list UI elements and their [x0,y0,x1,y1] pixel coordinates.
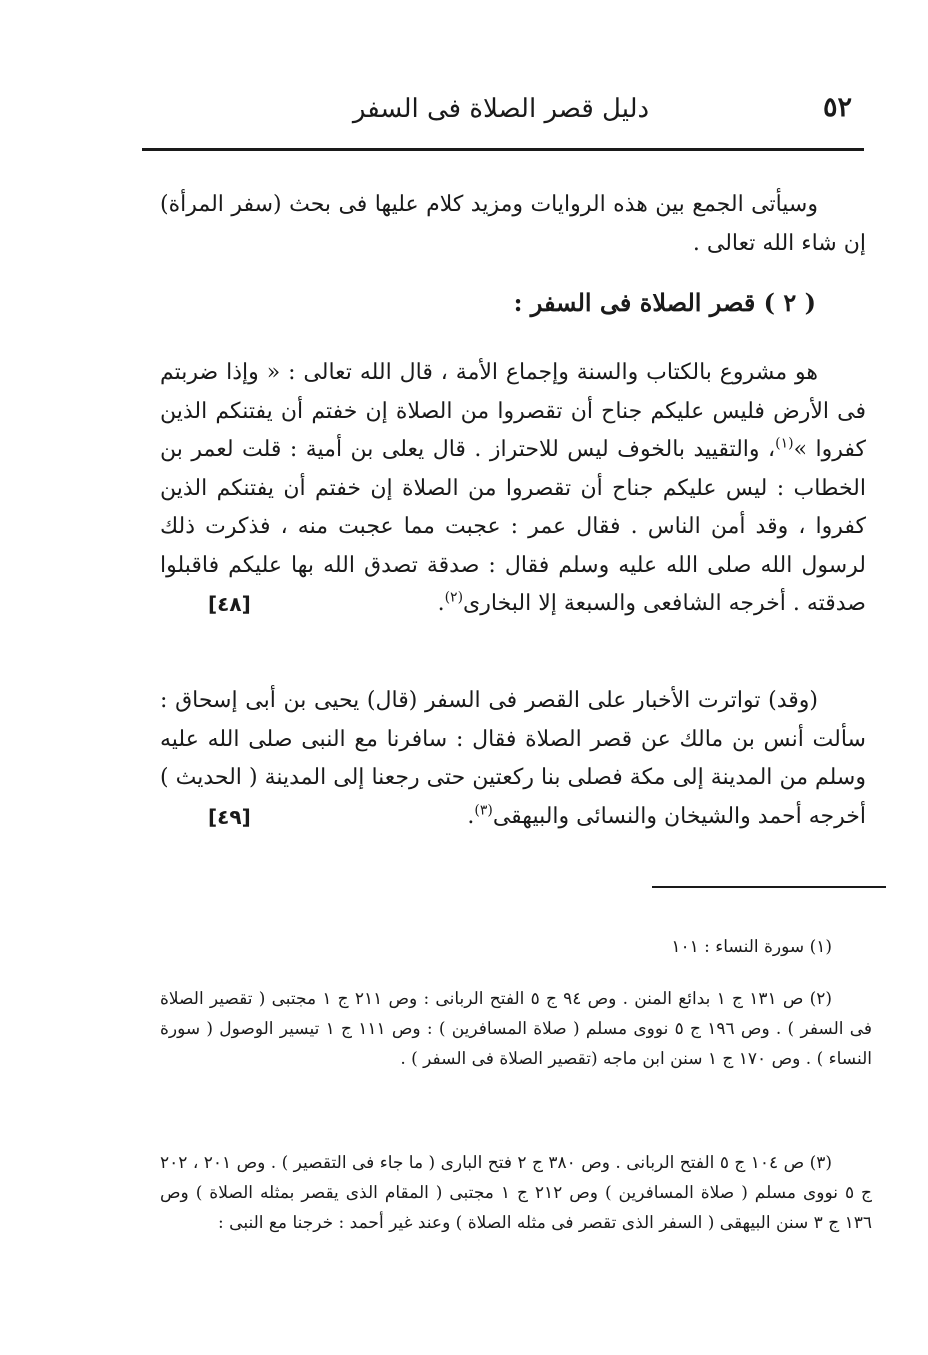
paragraph-3 [160,682,866,836]
paragraph-2-text-continued: ، والتقييد بالخوف ليس للاحتراز . قال يعلى بن أمية : قلت لعمر بن الخطاب : ليس عليكم جناح أن تقصروا من الصلاة إن خفتم أن يفتنكم الذين كفروا ، وقد أمن الناس . فقال عمر : عجبت مما عجبت منه ، فذكرت ذلك لرسول الله صلى الله عليه وسلم فقال : صدقة تصدق الله بها عليكم فاقبلوا صدقته . أخرجه الشافعى والسبعة إلا البخارى [160,437,866,616]
footnote-marker-3[interactable]: (٣) [474,802,493,819]
paragraph-2 [160,354,866,624]
hadith-reference-number: [٤٨] [208,592,251,616]
paragraph-3-text: (وقد) تواترت الأخبار على القصر فى السفر (قال) يحيى بن أبى إسحاق : سألت أنس بن مالك عن قصر الصلاة فقال : سافرنا مع النبى صلى الله عليه وسلم من المدينة إلى مكة فصلى بنا ركعتين حتى رجعنا إلى المدينة ( الحديث ) أخرجه أحمد والشيخان والنسائى والبيهقى [160,688,866,829]
header-divider [142,148,864,151]
page-number: ٥٢ [822,92,852,123]
paragraph-2-text: هو مشروع بالكتاب والسنة وإجماع الأمة ، قال الله تعالى : « وإذا ضربتم فى الأرض فليس عليكم جناح أن تقصروا من الصلاة إن خفتم أن يفتنكم الذين كفروا » [160,360,867,462]
hadith-reference-number: [٤٩] [208,804,251,829]
footnote-1: (١) سورة النساء : ١٠١ [671,937,832,957]
page-header [140,92,862,142]
section-heading: ( ٢ ) قصر الصلاة فى السفر : [513,288,816,317]
paragraph-1: وسيأتى الجمع بين هذه الروايات ومزيد كلام عليها فى بحث (سفر المرأة) إن شاء الله تعالى . [160,192,866,256]
running-title: دليل قصر الصلاة فى السفر [352,94,650,124]
footnote-marker-1[interactable]: (١) [775,435,794,452]
footnote-marker-2[interactable]: (٢) [444,589,464,606]
footnote-3: (٣) ص ١٠٤ ج ٥ الفتح الربانى . وص ٣٨٠ ج ٢ فتح البارى ( ما جاء فى التقصير ) . وص ٢٠١ ، ٢٠٢ ج ٥ نووى مسلم ( صلاة المسافرين ) وص ٢١٢ ج ١ مجتبى ( المقام الذى يقصر بمثله الصلاة ) وص ١٣٦ ج ٣ سنن البيهقى ( السفر الذى تقصر فى مثله الصلاة ) وعند غير أحمد : خرجنا مع النبى : [160,1153,873,1233]
paragraph-3-end: . [467,803,475,829]
paragraph-2-end: . [437,591,445,616]
footnote-divider [652,886,886,888]
footnote-2: (٢) ص ١٣١ ج ١ بدائع المنن . وص ٩٤ ج ٥ الفتح الربانى : وص ٢١١ ج ١ مجتبى ( تقصير الصلاة فى السفر ) . وص ١٩٦ ج ٥ نووى مسلم ( صلاة المسافرين ) : وص ١١١ ج ١ تيسير الوصول ( سورة النساء ) . وص ١٧٠ ج ١ سنن ابن ماجه (تقصير الصلاة فى السفر ) . [160,989,873,1069]
